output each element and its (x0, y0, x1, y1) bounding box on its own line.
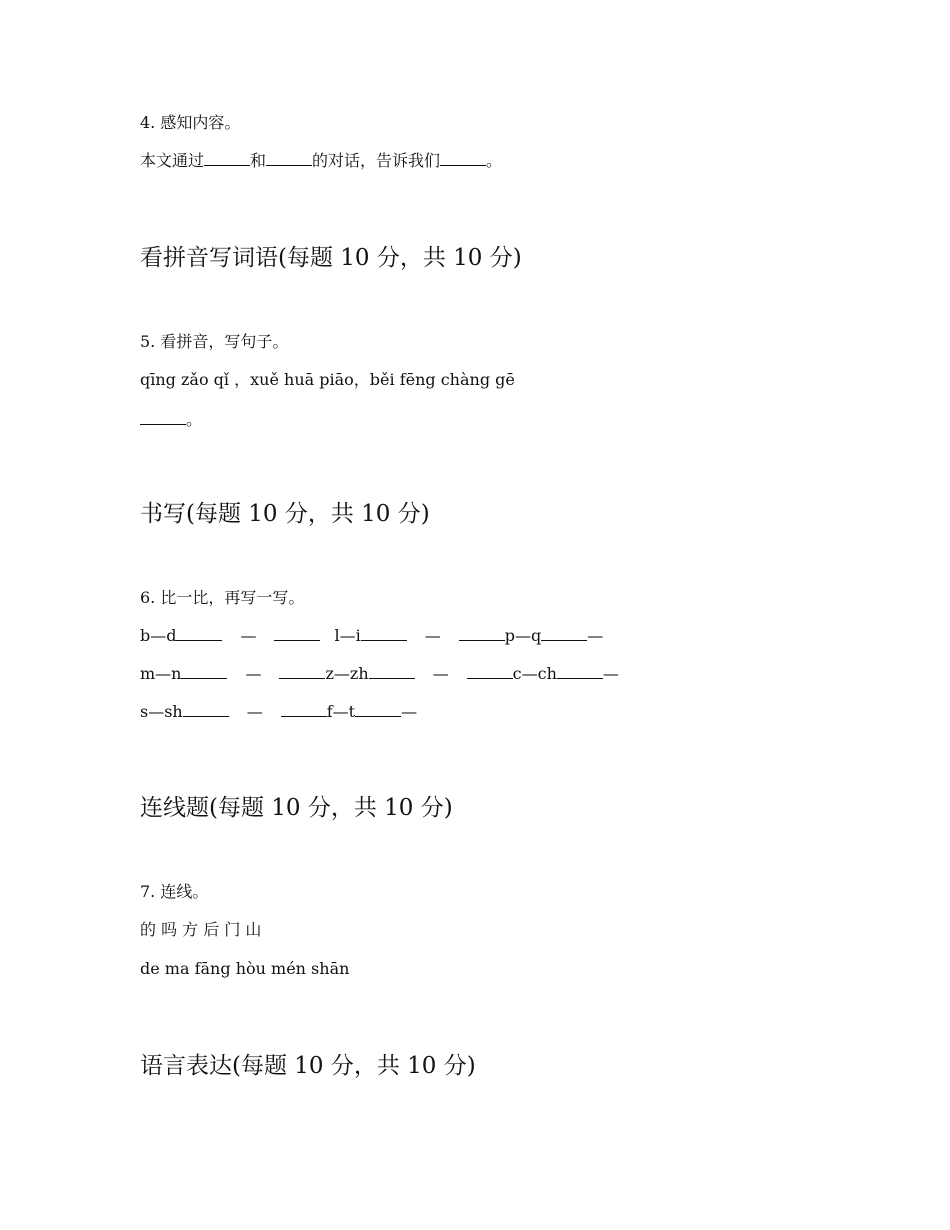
q5-pinyin: qīng zǎo qǐ ，xuě huā piāo，běi fēng chàng gē (140, 370, 515, 389)
q6-blank[interactable] (181, 664, 227, 679)
q4-text-4: 。 (486, 151, 503, 170)
q6-dash: — (240, 626, 257, 645)
q6-pair: b—d (140, 626, 177, 645)
q4-text-3: 的对话，告诉我们 (312, 151, 441, 170)
q7-title: 7. 连线。 (140, 882, 209, 901)
q5-blank[interactable] (140, 410, 186, 425)
q6-blank[interactable] (467, 664, 513, 679)
q6-pair: f—t (326, 702, 356, 721)
q6-pair: l—i (334, 626, 361, 645)
q6-pair: c—ch (512, 664, 557, 683)
q4-sentence (140, 151, 502, 171)
q6-blank[interactable] (541, 626, 587, 641)
q4-blank-2[interactable] (266, 151, 312, 166)
q4-title: 4. 感知内容。 (140, 113, 241, 132)
q6-row (140, 664, 619, 684)
q6-blank[interactable] (183, 702, 229, 717)
q6-blank[interactable] (281, 702, 327, 717)
q6-blank[interactable] (355, 702, 401, 717)
q6-row (140, 702, 417, 722)
q6-title: 6. 比一比，再写一写。 (140, 588, 305, 607)
q7-characters: 的 吗 方 后 门 山 (140, 920, 262, 939)
q6-pair: s—sh (140, 702, 183, 721)
q5-answer-line (140, 410, 202, 430)
q4-blank-1[interactable] (204, 151, 250, 166)
q6-dash: — (401, 702, 418, 721)
q6-dash: — (602, 664, 619, 683)
q7-pinyin: de ma fāng hòu mén shān (140, 959, 350, 978)
q6-dash: — (245, 664, 262, 683)
section-heading-expression: 语言表达(每题 10 分，共 10 分) (140, 1053, 476, 1079)
q4-text-2: 和 (250, 151, 267, 170)
q6-blank[interactable] (369, 664, 415, 679)
q6-blank[interactable] (274, 626, 320, 641)
section-heading-matching: 连线题(每题 10 分，共 10 分) (140, 795, 453, 821)
q6-dash: — (246, 702, 263, 721)
q6-dash: — (587, 626, 604, 645)
q6-blank[interactable] (557, 664, 603, 679)
q6-row (140, 626, 603, 646)
q4-text-1: 本文通过 (140, 151, 205, 170)
q5-end: 。 (186, 410, 203, 429)
q6-pair: m—n (140, 664, 182, 683)
q6-blank[interactable] (279, 664, 325, 679)
q6-pair: z—zh (325, 664, 369, 683)
q6-dash: — (424, 626, 441, 645)
q6-blank[interactable] (176, 626, 222, 641)
q6-pair: p—q (504, 626, 542, 645)
q5-title: 5. 看拼音，写句子。 (140, 332, 289, 351)
q6-blank[interactable] (459, 626, 505, 641)
q4-blank-3[interactable] (440, 151, 486, 166)
section-heading-writing: 书写(每题 10 分，共 10 分) (140, 501, 430, 527)
q6-dash: — (432, 664, 449, 683)
q6-blank[interactable] (361, 626, 407, 641)
section-heading-pinyin: 看拼音写词语(每题 10 分，共 10 分) (140, 245, 522, 271)
